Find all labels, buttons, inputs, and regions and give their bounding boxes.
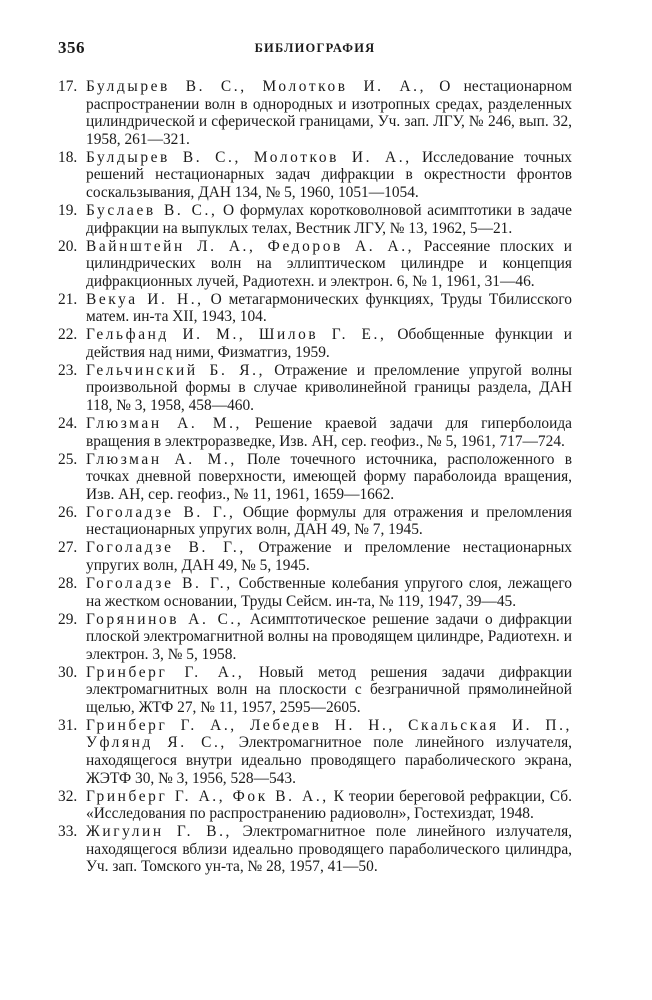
entry-authors: Гоголадзе В. Г., [86, 539, 246, 557]
entry-authors: Вайнштейн Л. А., Федоров А. А., [86, 237, 415, 255]
entry-number: 29. [58, 610, 78, 628]
entry-authors: Глюзман А. М., [86, 450, 237, 468]
entry-authors: Гельчинский Б. Я., [86, 361, 266, 379]
entry-authors: Гринберг Г. А., [86, 663, 245, 681]
bibliography-entry [58, 149, 572, 202]
entry-authors: Булдырев В. С., Молотков И. А., [86, 78, 427, 95]
entry-number: 20. [58, 237, 78, 255]
entry-citation: Поле точечного источника, расположенного в точках дневной поверхности, имеющей форму параболоида вращения, Изв. АН, сер. геофиз., № 11, 1961, 1659—1662. [86, 450, 572, 503]
bibliography-entry [58, 202, 572, 237]
entry-number: 18. [58, 148, 78, 166]
entry-citation: Электромагнитное поле линейного излучателя, находящегося внутри идеально проводящего параболического экрана, ЖЭТФ 30, № 3, 1956, 528—543. [86, 734, 572, 787]
entry-citation: Исследование точных решений нестационарных задач дифракции в окрестности фронтов соскальзывания, ДАН 134, № 5, 1960, 1051—1054. [86, 148, 572, 201]
entry-number: 33. [58, 823, 78, 841]
bibliography-entry [58, 823, 572, 876]
bibliography-entry [58, 291, 572, 326]
bibliography-entry [58, 451, 572, 504]
entry-number: 24. [58, 415, 78, 433]
entry-authors: Гоголадзе В. Г., [86, 574, 233, 592]
entry-number: 31. [58, 716, 78, 734]
bibliography-entry [58, 362, 572, 415]
entry-citation: Новый метод решения задачи дифракции электромагнитных волн на плоскости с безграничной прямолинейной щелью, ЖТФ 27, № 11, 1957, 2595—2605. [86, 663, 573, 716]
bibliography-entry [58, 504, 572, 539]
entry-citation: Рассеяние плоских и цилиндрических волн на эллиптическом цилиндре и концепция дифракционных лучей, Радиотехн. и электрон. 6, № 1, 1961, 31—46. [86, 237, 572, 290]
entry-number: 17. [58, 78, 78, 95]
entry-citation: Решение краевой задачи для гиперболоида вращения в электроразведке, Изв. АН, сер. геофиз., № 5, 1961, 717—724. [86, 415, 572, 450]
bibliography-entry [58, 664, 572, 717]
bibliography-entry [58, 238, 572, 291]
entry-number: 27. [58, 539, 78, 557]
entry-authors: Гринберг Г. А., Фок В. А., [86, 787, 329, 805]
entry-number: 23. [58, 361, 78, 379]
entry-citation: К теории береговой рефракции, Сб. «Исследования по распространению радиоволн», Гостехиздат, 1948. [86, 787, 572, 823]
entry-authors: Гельфанд И. М., Шилов Г. Е., [86, 326, 387, 344]
entry-citation: Электромагнитное поле линейного излучателя, находящегося вблизи идеально проводящего параболического цилиндра, Уч. зап. Томского ун-та, № 28, 1957, 41—50. [86, 823, 572, 876]
bibliography-entry [58, 326, 572, 361]
entry-citation: Отражение и преломление нестационарных упругих волн, ДАН 49, № 5, 1945. [86, 539, 572, 574]
entry-number: 28. [58, 574, 78, 592]
page-number: 356 [58, 38, 85, 57]
entry-citation: Собственные колебания упругого слоя, лежащего на жестком основании, Труды Сейсм. ин-та, № 119, 1947, 39—45. [86, 574, 572, 610]
entry-authors: Булдырев В. С., Молотков И. А., [86, 148, 412, 166]
bibliography-entry [58, 575, 572, 610]
bibliography-list [58, 78, 572, 876]
entry-number: 21. [58, 290, 78, 308]
entry-citation: О формулах коротковолновой асимптотики в задаче дифракции на выпуклых телах, Вестник ЛГУ, № 13, 1962, 5—21. [86, 201, 572, 237]
entry-number: 19. [58, 201, 78, 219]
entry-authors: Векуа И. Н., [86, 290, 204, 308]
bibliography-entry [58, 539, 572, 574]
bibliography-entry [58, 788, 572, 823]
bibliography-entry [58, 415, 572, 450]
entry-number: 30. [58, 663, 78, 681]
entry-authors: Гоголадзе В. Г., [86, 503, 236, 521]
entry-citation: Обобщенные функции и действия над ними, Физматгиз, 1959. [86, 326, 572, 361]
entry-citation: Асимптотическое решение задачи о дифракции плоской электромагнитной волны на проводящем цилиндре, Радиотехн. и электрон. 3, № 5, 1958. [86, 610, 572, 663]
entry-number: 22. [58, 326, 78, 344]
page-header [58, 38, 572, 60]
entry-authors: Буслаев В. С., [86, 201, 218, 219]
running-head: БИБЛИОГРАФИЯ [254, 41, 376, 55]
entry-number: 25. [58, 450, 78, 468]
bibliography-entry [58, 78, 572, 148]
entry-number: 32. [58, 787, 78, 805]
entry-citation: Общие формулы для отражения и преломления нестационарных упругих волн, ДАН 49, № 7, 1945. [86, 503, 572, 539]
entry-authors: Жигулин Г. В., [86, 823, 233, 841]
entry-citation: О нестационарном распространении волн в однородных и изотропных средах, разделенных цилиндрической и сферической границами, Уч. зап. ЛГУ, № 246, вып. 32, 1958, 261—321. [86, 78, 572, 148]
entry-authors: Горянинов А. С., [86, 610, 244, 628]
bibliography-entry [58, 611, 572, 664]
entry-authors: Гринберг Г. А., Лебедев Н. Н., Скальская И. П., Уфлянд Я. С., [86, 716, 572, 752]
entry-citation: О метагармонических функциях, Труды Тбилисского матем. ин-та XII, 1943, 104. [86, 290, 572, 326]
bibliography-entry [58, 717, 572, 787]
entry-authors: Глюзман А. М., [86, 415, 243, 433]
entry-citation: Отражение и преломление упругой волны произвольной формы в случае криволинейной границы раздела, ДАН 118, № 3, 1958, 458—460. [86, 361, 572, 415]
entry-number: 26. [58, 503, 78, 521]
